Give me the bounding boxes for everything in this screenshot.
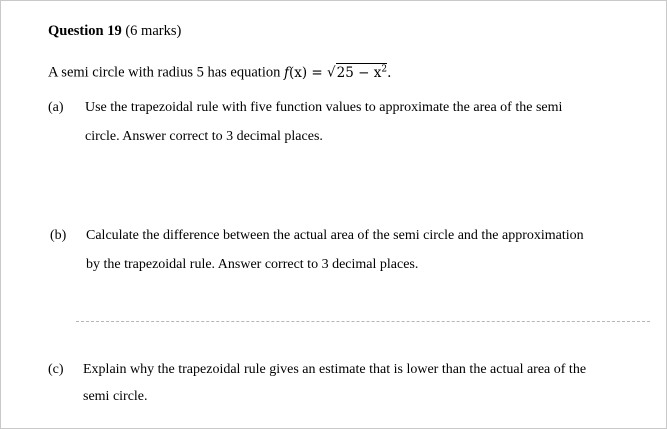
part-c-line-1: Explain why the trapezoidal rule gives an estimate that is lower than the actual area of the xyxy=(83,362,587,377)
part-a-label: (a) xyxy=(48,100,64,115)
equation-period: . xyxy=(387,64,392,81)
intro-text: A semi circle with radius 5 has equation xyxy=(48,64,284,81)
part-a-line-2: circle. Answer correct to 3 decimal places. xyxy=(85,129,323,144)
equation-exponent: 2 xyxy=(381,64,388,74)
question-number: Question 19 xyxy=(48,23,122,39)
question-intro xyxy=(48,64,391,82)
part-b-line-1: Calculate the difference between the actual area of the semi circle and the approximation xyxy=(86,228,584,243)
question-marks: (6 marks) xyxy=(125,23,182,39)
question-title xyxy=(48,23,181,40)
part-a-line-1: Use the trapezoidal rule with five function values to approximate the area of the semi xyxy=(85,100,563,115)
equation-radicand: 25 − x xyxy=(336,64,382,81)
equation-radicand-group xyxy=(336,63,387,81)
equation-function-name: f xyxy=(283,64,289,81)
part-c-line-2: semi circle. xyxy=(83,389,148,404)
part-c-label: (c) xyxy=(48,362,64,377)
equation-argument: (x) = xyxy=(288,64,328,81)
square-root-symbol: $√25 - x^2$ xyxy=(327,64,388,81)
equation xyxy=(284,65,391,81)
part-b-line-2: by the trapezoidal rule. Answer correct to 3 decimal places. xyxy=(86,257,419,272)
separator-line xyxy=(76,321,650,322)
part-b-label: (b) xyxy=(50,228,67,243)
